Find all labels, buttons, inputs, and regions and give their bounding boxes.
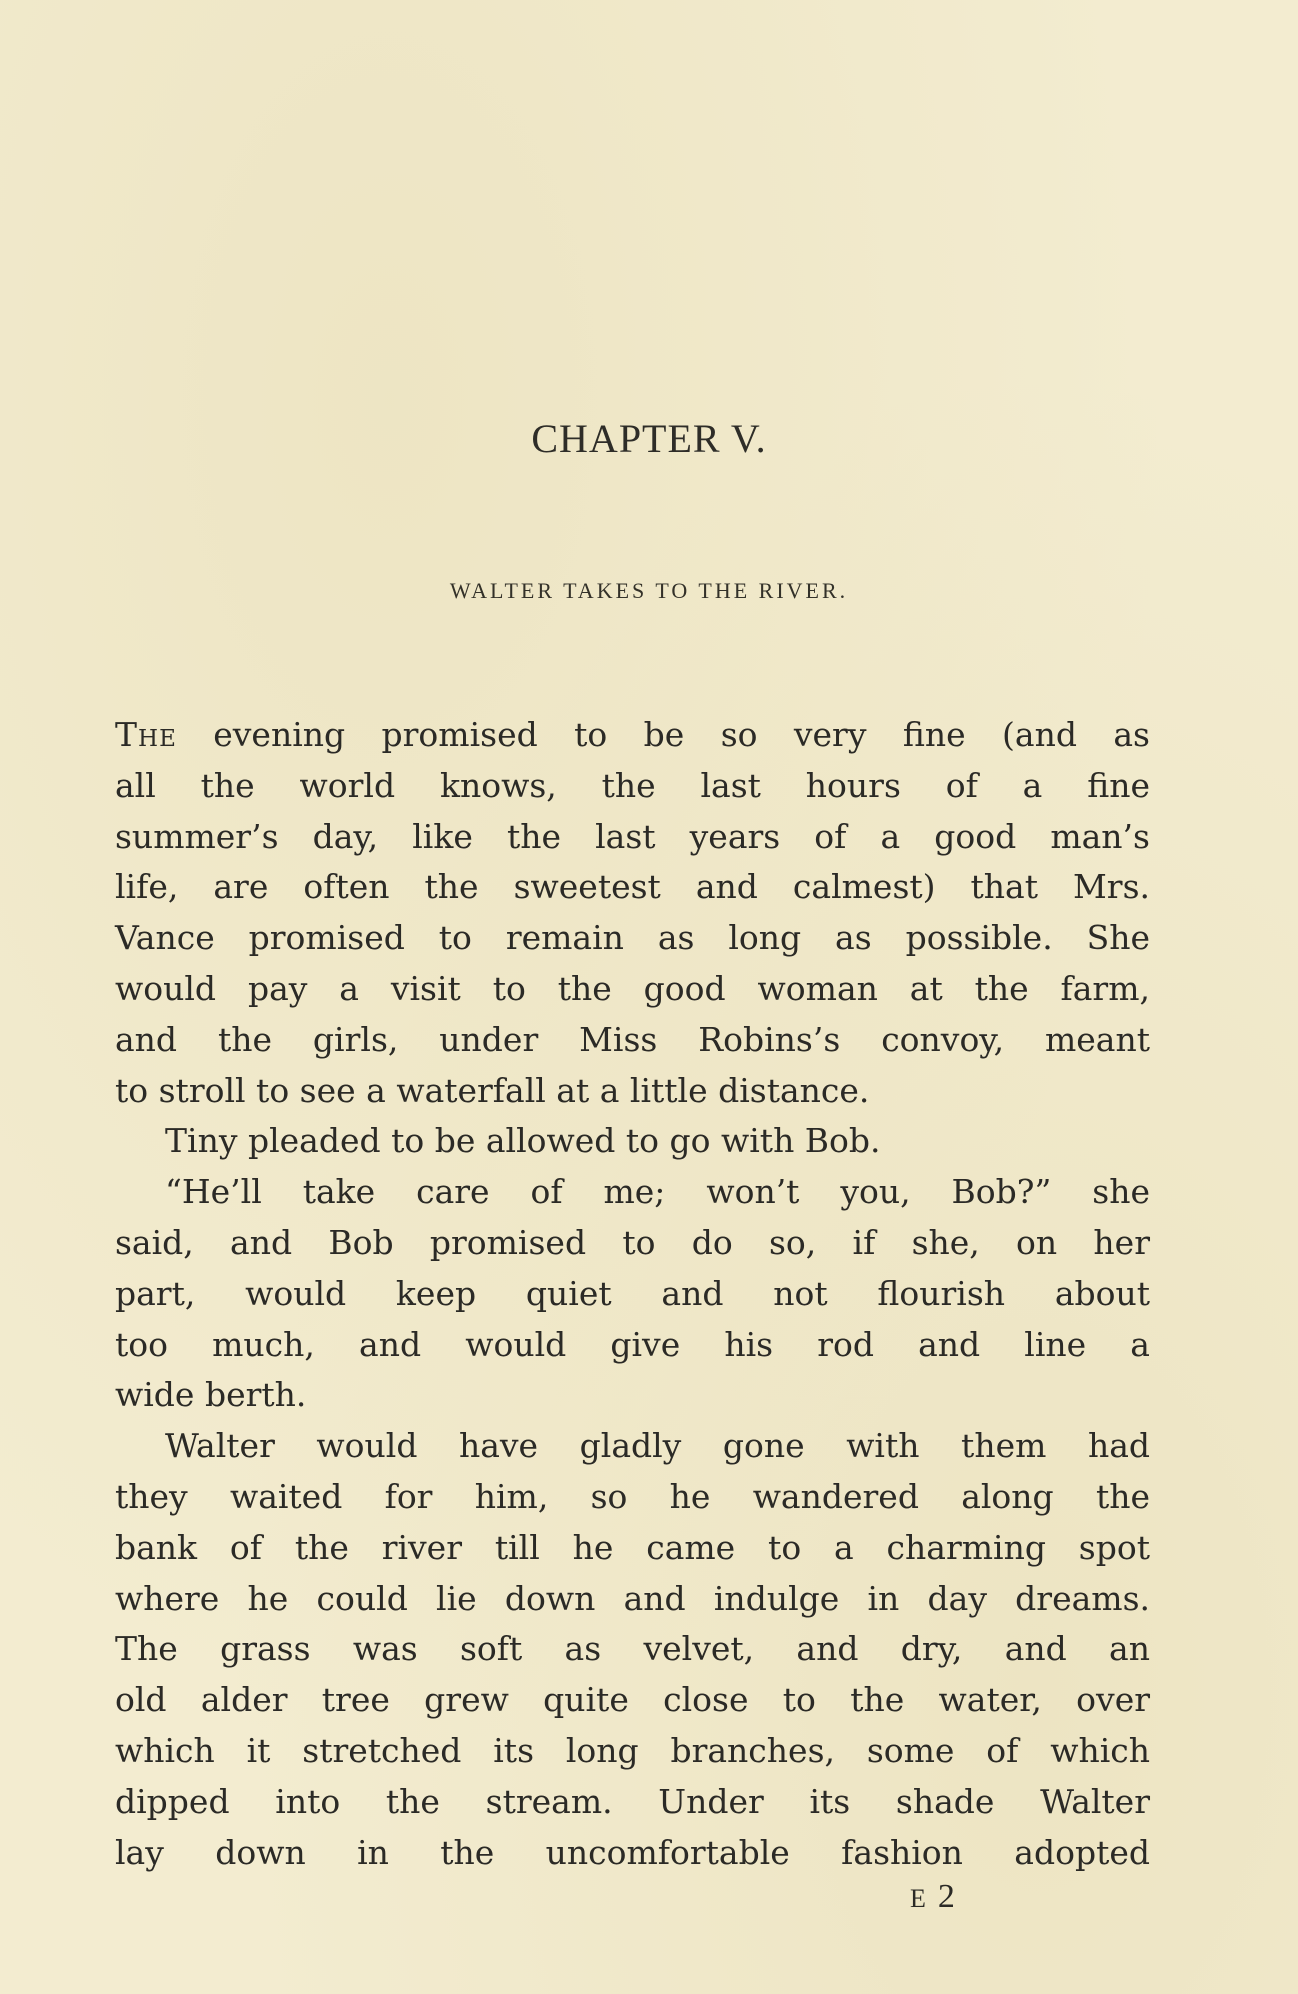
text-line: Walter would have gladly gone with them had <box>165 1426 1150 1466</box>
text-line: old alder tree grew quite close to the water, over <box>115 1680 1150 1720</box>
text-line: all the world knows, the last hours of a fine <box>115 765 1150 805</box>
text-line: said, and Bob promised to do so, if she, on her <box>115 1222 1150 1262</box>
text-line: summer’s day, like the last years of a good man’s <box>115 816 1150 856</box>
drop-word: The <box>115 715 177 754</box>
signature-number: 2 <box>937 1878 957 1915</box>
text-line: they waited for him, so he wandered along the <box>115 1476 1150 1516</box>
signature-mark <box>910 1878 957 1916</box>
text-line: and the girls, under Miss Robins’s convoy, meant <box>115 1019 1150 1059</box>
signature-letter: E <box>910 1884 928 1913</box>
text-line: Vance promised to remain as long as possible. She <box>115 918 1150 958</box>
text-line: to stroll to see a waterfall at a little distance. <box>115 1070 870 1110</box>
text-line: would pay a visit to the good woman at the farm, <box>115 968 1150 1008</box>
text-line: too much, and would give his rod and line a <box>115 1324 1150 1364</box>
text-line: dipped into the stream. Under its shade Walter <box>115 1781 1150 1821</box>
text-line <box>115 710 1150 761</box>
text-line: The grass was soft as velvet, and dry, and an <box>115 1629 1150 1669</box>
text-line: bank of the river till he came to a charming spot <box>115 1527 1150 1567</box>
text-line: “He’ll take care of me; won’t you, Bob?” she <box>165 1172 1150 1212</box>
text-line: part, would keep quiet and not flourish about <box>115 1273 1150 1313</box>
text-line: Tiny pleaded to be allowed to go with Bob. <box>165 1121 881 1161</box>
text-line: wide berth. <box>115 1375 307 1415</box>
body-text <box>115 710 1150 1878</box>
chapter-heading: CHAPTER V. <box>531 416 767 461</box>
text-line-content: evening promised to be so very fine (and as <box>176 715 1150 754</box>
text-line: life, are often the sweetest and calmest) that Mrs. <box>115 867 1150 907</box>
chapter-title: WALTER TAKES TO THE RIVER. <box>449 578 849 603</box>
text-line: which it stretched its long branches, some of which <box>115 1730 1150 1770</box>
text-line: lay down in the uncomfortable fashion adopted <box>115 1832 1150 1872</box>
text-line: where he could lie down and indulge in day dreams. <box>115 1578 1150 1618</box>
